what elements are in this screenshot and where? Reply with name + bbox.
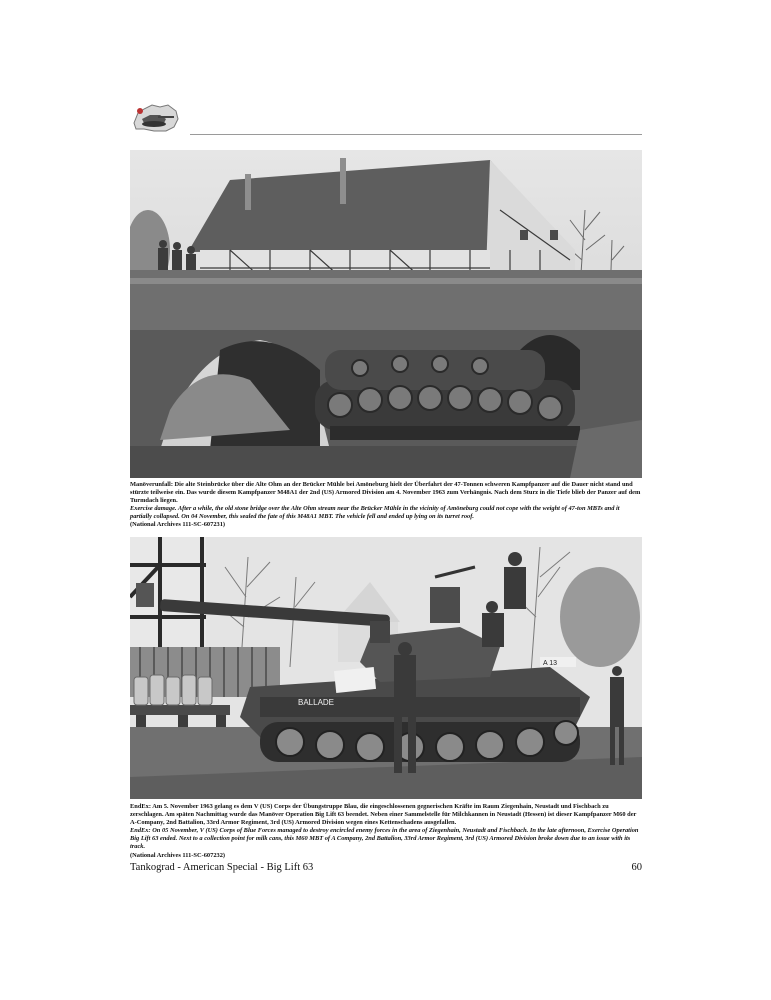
- turret-marking: A 13: [543, 660, 558, 667]
- caption-credit: (National Archives 111-SC-607231): [130, 521, 226, 529]
- header-rule: [190, 134, 642, 135]
- tank-emblem-logo: [130, 101, 182, 135]
- footer-title: Tankograd - American Special - Big Lift 63: [130, 862, 314, 873]
- page-number: 60: [631, 862, 642, 873]
- caption-english: Exercise damage. After a while, the old stone bridge over the Alte Ohm stream near the Brücker Mühle in the vicinity of Amöneburg could not cope with the weight of 47-ton MBTs and it partially collapsed. On 04 November, this sealed the fate of this M48A1 MBT. The vehicle fell and ended up lying on its turret roof.: [130, 505, 620, 521]
- caption-photo-2: [130, 803, 642, 860]
- hull-marking: BALLADE: [298, 698, 335, 707]
- caption-photo-1: [130, 481, 642, 530]
- photo-collapsed-bridge: [130, 150, 642, 478]
- caption-german: Manöverunfall: Die alte Steinbrücke über die Alte Ohm an der Brücker Mühle bei Amöneburg hielt der Überfahrt der 47-Tonnen schweren Kampfpanzer auf die Dauer nicht stand und stürzte teilweise ein. Das wurde diesem Kampfpanzer M48A1 der 2nd (US) Armored Division am 4. November 1963 zum Verhängnis. Nach dem Sturz in die Tiefe blieb der Panzer auf dem Turmdach liegen.: [130, 481, 641, 505]
- caption-german: EndEx: Am 5. November 1963 gelang es dem V (US) Corps der Übungstruppe Blau, die eingeschlossenen gegnerischen Kräfte im Raum Ziegenhain, Neustadt und Fischbach zu zerschlagen. Am späten Nachmittag wurde das Manöver Operation Big Lift 63 beendet. Neben einer Sammelstelle für Milchkannen in Neustadt (Hessen) ist dieser Kampfpanzer M60 der A-Company, 2nd Battalion, 33rd Armor Regiment, 3rd (US) Armored Division wegen eines Kettenschadens ausgefallen.: [130, 803, 637, 827]
- caption-english: EndEx: On 05 November, V (US) Corps of Blue Forces managed to destroy encircled enemy forces in the area of Ziegenhain, Neustadt and Fischbach. In the late afternoon, Exercise Operation Big Lift 63 ended. Next to a collection point for milk cans, this M60 MBT of A Company, 2nd Battalion, 33rd Armor Regiment, 3rd (US) Armored Division broke down due to an issue with its track.: [130, 827, 639, 851]
- caption-credit: (National Archives 111-SC-607232): [130, 851, 226, 859]
- photo-m60-tank: [130, 537, 642, 799]
